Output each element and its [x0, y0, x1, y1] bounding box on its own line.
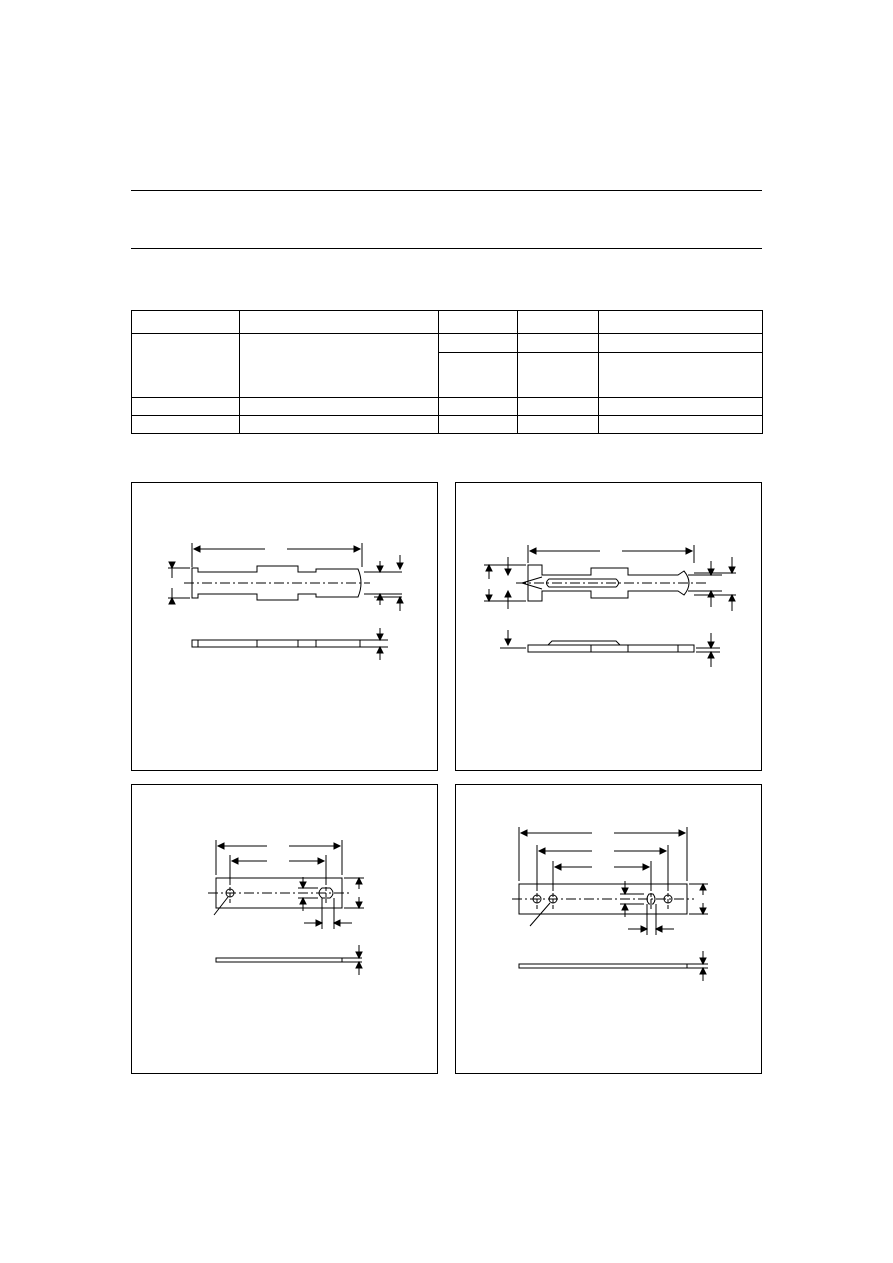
figure-link-bar-3-hole: [455, 784, 762, 1074]
table-cell: [132, 311, 240, 334]
table-cell: [240, 311, 439, 334]
specification-table: [131, 310, 763, 434]
table-cell: [240, 334, 439, 398]
figure-terminal-blade-b: [455, 482, 762, 771]
table-cell: [599, 398, 763, 416]
table-header-row: [132, 311, 763, 334]
table-cell: [439, 311, 518, 334]
figure-terminal-blade-a: [131, 482, 438, 771]
terminal-blade-a-drawing: [132, 483, 437, 770]
table-cell: [240, 398, 439, 416]
table-cell: [132, 416, 240, 434]
table-cell: [132, 334, 240, 398]
table-cell: [518, 334, 599, 353]
table-cell: [439, 398, 518, 416]
link-bar-3-hole-drawing: [456, 785, 761, 1073]
header-bottom-rule: [131, 248, 762, 249]
table-row: [132, 398, 763, 416]
table-row: [132, 416, 763, 434]
table-cell: [439, 353, 518, 398]
table-cell: [518, 416, 599, 434]
figure-link-bar-2-hole: [131, 784, 438, 1074]
table-cell: [240, 416, 439, 434]
table-cell: [599, 334, 763, 353]
terminal-blade-b-drawing: [456, 483, 761, 770]
link-bar-2-hole-drawing: [132, 785, 437, 1073]
table-cell: [518, 311, 599, 334]
table-cell: [132, 398, 240, 416]
header-top-rule: [131, 190, 762, 191]
table-cell: [518, 398, 599, 416]
table-cell: [599, 416, 763, 434]
table-cell: [599, 311, 763, 334]
table-row: [132, 334, 763, 353]
table-cell: [439, 416, 518, 434]
table-cell: [518, 353, 599, 398]
table-cell: [599, 353, 763, 398]
table-cell: [439, 334, 518, 353]
